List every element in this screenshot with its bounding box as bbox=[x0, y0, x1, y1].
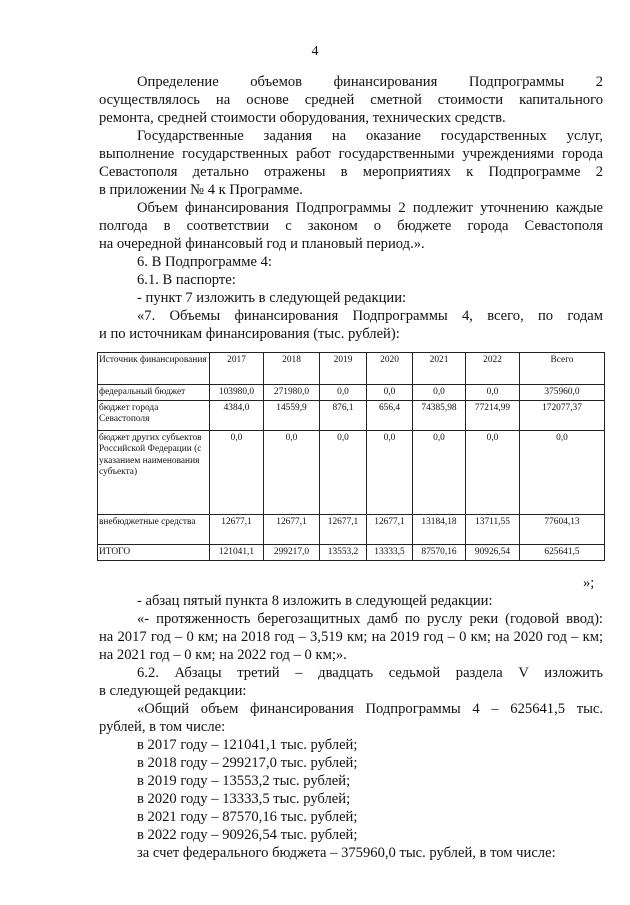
year-line: в 2020 году – 13333,5 тыс. рублей; bbox=[137, 791, 351, 807]
row-value: 74385,98 bbox=[413, 401, 466, 431]
row-value: 90926,54 bbox=[466, 545, 520, 561]
item62-line2: в следующей редакции: bbox=[99, 683, 247, 699]
para1-line1: Определение объемов финансирования Подпрограммы 2 bbox=[137, 74, 603, 90]
header-year: 2018 bbox=[264, 353, 320, 385]
header-total: Всего bbox=[520, 353, 605, 385]
para2-line3: Севастополя детально отражены в мероприятиях к Подпрограмме 2 bbox=[99, 164, 603, 180]
row-value: 271980,0 bbox=[264, 385, 320, 401]
dams-line1: «- протяженность берегозащитных дамб по руслу реки (годовой ввод): bbox=[137, 611, 603, 627]
item7-line2: и по источникам финансирования (тыс. рублей): bbox=[99, 326, 400, 342]
table-row bbox=[98, 431, 605, 515]
row-value: 4384,0 bbox=[210, 401, 264, 431]
row-value: 121041,1 bbox=[210, 545, 264, 561]
row-source: бюджет города Севастополя bbox=[98, 401, 210, 431]
para1-line2: осуществлялось на основе средней сметной стоимости капитального bbox=[99, 92, 603, 108]
year-line: в 2017 году – 121041,1 тыс. рублей; bbox=[137, 737, 358, 753]
financing-table bbox=[97, 352, 605, 561]
row-total: 0,0 bbox=[520, 431, 605, 515]
header-year: 2020 bbox=[367, 353, 413, 385]
row-value: 0,0 bbox=[264, 431, 320, 515]
row-value: 0,0 bbox=[320, 385, 367, 401]
item-6-1: 6.1. В паспорте: bbox=[137, 272, 236, 288]
row-value: 77214,99 bbox=[466, 401, 520, 431]
row-value: 0,0 bbox=[413, 431, 466, 515]
row-value: 103980,0 bbox=[210, 385, 264, 401]
row-total: 77604,13 bbox=[520, 515, 605, 545]
item-6: 6. В Подпрограмме 4: bbox=[137, 254, 272, 270]
row-value: 87570,16 bbox=[413, 545, 466, 561]
year-line: в 2019 году – 13553,2 тыс. рублей; bbox=[137, 773, 351, 789]
year-line: в 2022 году – 90926,54 тыс. рублей; bbox=[137, 827, 358, 843]
row-source: ИТОГО bbox=[98, 545, 210, 561]
row-value: 0,0 bbox=[367, 385, 413, 401]
row-value: 0,0 bbox=[466, 385, 520, 401]
row-value: 13184,18 bbox=[413, 515, 466, 545]
dams-line3: на 2021 год – 0 км; на 2022 год – 0 км;». bbox=[99, 647, 347, 663]
para2-line1: Государственные задания на оказание государственных услуг, bbox=[137, 128, 603, 144]
item7-intro: - пункт 7 изложить в следующей редакции: bbox=[137, 290, 407, 306]
row-total: 625641,5 bbox=[520, 545, 605, 561]
year-line: в 2018 году – 299217,0 тыс. рублей; bbox=[137, 755, 358, 771]
table-row bbox=[98, 515, 605, 545]
row-value: 12677,1 bbox=[320, 515, 367, 545]
para3-line2: полгода в соответствии с законом о бюджете города Севастополя bbox=[99, 218, 603, 234]
row-value: 12677,1 bbox=[210, 515, 264, 545]
row-value: 876,1 bbox=[320, 401, 367, 431]
row-value: 12677,1 bbox=[264, 515, 320, 545]
row-value: 0,0 bbox=[210, 431, 264, 515]
row-value: 14559,9 bbox=[264, 401, 320, 431]
table-total-row bbox=[98, 545, 605, 561]
row-value: 12677,1 bbox=[367, 515, 413, 545]
header-year: 2017 bbox=[210, 353, 264, 385]
abzac-intro: - абзац пятый пункта 8 изложить в следующей редакции: bbox=[137, 593, 493, 609]
row-source: федеральный бюджет bbox=[98, 385, 210, 401]
item62-line1: 6.2. Абзацы третий – двадцать седьмой раздела V изложить bbox=[137, 665, 603, 681]
row-value: 0,0 bbox=[320, 431, 367, 515]
row-value: 299217,0 bbox=[264, 545, 320, 561]
table-row bbox=[98, 385, 605, 401]
para3-line3: на очередной финансовый год и плановый период.». bbox=[99, 236, 425, 252]
row-value: 0,0 bbox=[413, 385, 466, 401]
para3-line1: Объем финансирования Подпрограммы 2 подлежит уточнению каждые bbox=[137, 200, 603, 216]
header-year: 2021 bbox=[413, 353, 466, 385]
year-line: в 2021 году – 87570,16 тыс. рублей; bbox=[137, 809, 358, 825]
para2-line4: в приложении № 4 к Программе. bbox=[99, 182, 303, 198]
row-value: 13711,55 bbox=[466, 515, 520, 545]
dams-line2: на 2017 год – 0 км; на 2018 год – 3,519 км; на 2019 год – 0 км; на 2020 год – км; bbox=[99, 629, 603, 645]
table-header-row bbox=[98, 353, 605, 385]
row-value: 13333,5 bbox=[367, 545, 413, 561]
row-source: бюджет других субъектов Российской Федерации (с указанием наименования субъекта) bbox=[98, 431, 210, 515]
row-value: 0,0 bbox=[367, 431, 413, 515]
header-source: Источник финансирования bbox=[98, 353, 210, 385]
row-value: 656,4 bbox=[367, 401, 413, 431]
federal-line: за счет федерального бюджета – 375960,0 тыс. рублей, в том числе: bbox=[137, 845, 556, 861]
row-total: 375960,0 bbox=[520, 385, 605, 401]
header-year: 2022 bbox=[466, 353, 520, 385]
row-total: 172077,37 bbox=[520, 401, 605, 431]
total-line1: «Общий объем финансирования Подпрограммы 4 – 625641,5 тыс. bbox=[137, 701, 603, 717]
table-row bbox=[98, 401, 605, 431]
row-source: внебюджетные средства bbox=[98, 515, 210, 545]
page-number: 4 bbox=[311, 44, 319, 59]
row-value: 13553,2 bbox=[320, 545, 367, 561]
para1-line3: ремонта, средней стоимости оборудования, технических средств. bbox=[99, 110, 506, 126]
header-year: 2019 bbox=[320, 353, 367, 385]
total-line2: рублей, в том числе: bbox=[99, 719, 226, 735]
item7-line1: «7. Объемы финансирования Подпрограммы 4, всего, по годам bbox=[137, 308, 603, 324]
para2-line2: выполнение государственных работ государственными учреждениями города bbox=[99, 146, 603, 162]
row-value: 0,0 bbox=[466, 431, 520, 515]
table-closer: »; bbox=[583, 575, 595, 591]
